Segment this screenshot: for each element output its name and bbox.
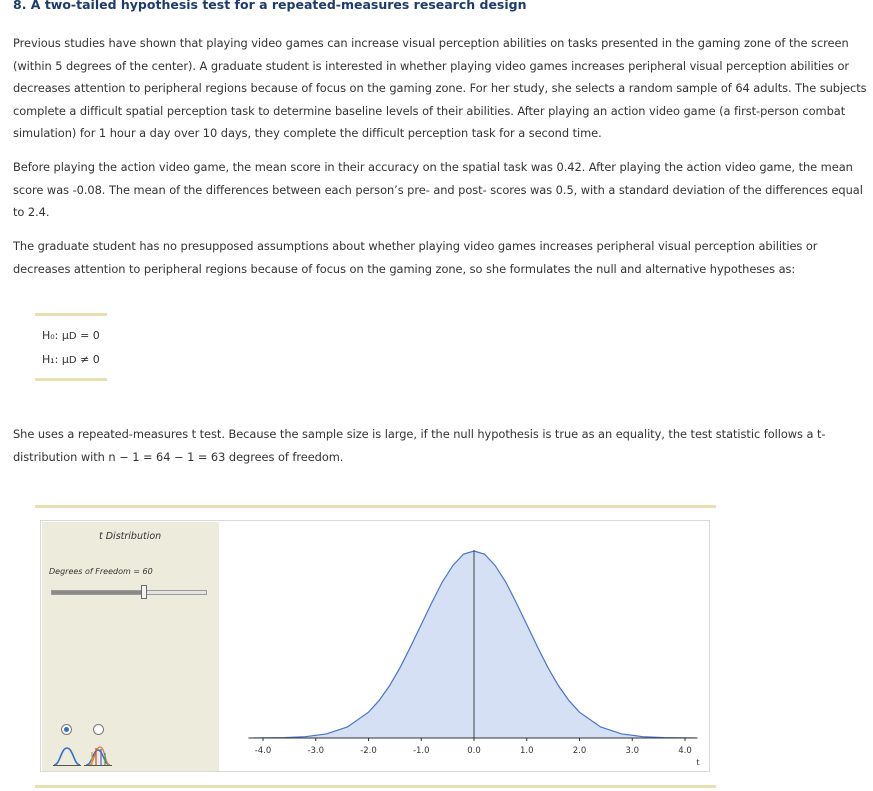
x-tick-label: -2.0 xyxy=(360,746,377,756)
slider-thumb[interactable] xyxy=(141,585,147,599)
alternative-hypothesis-subscript: D xyxy=(68,355,77,366)
paragraph-test-description: She uses a repeated-measures t test. Because the sample size is large, if the null hypothesis is true as an equality, the test statistic follows a t-distribution with n − 1 = 64 − 1 = 63 degrees of freedom. xyxy=(13,427,826,464)
question-title: 8. A two-tailed hypothesis test for a repeated-measures research design xyxy=(13,0,527,12)
x-tick-label: 2.0 xyxy=(572,746,587,756)
alternative-hypothesis-label: H₁: xyxy=(42,353,59,366)
t-distribution-chart xyxy=(220,522,708,771)
null-hypothesis-symbol: μ xyxy=(61,329,69,342)
tool-bottom-rule xyxy=(35,785,716,788)
alternative-hypothesis-relation: ≠ 0 xyxy=(80,353,100,366)
degrees-of-freedom-label: Degrees of Freedom = 60 xyxy=(49,567,153,576)
null-hypothesis-label: H₀: xyxy=(42,329,59,342)
null-hypothesis-subscript: D xyxy=(68,331,77,342)
x-axis-label: t xyxy=(696,758,700,767)
x-tick-label: 4.0 xyxy=(678,746,692,756)
x-tick-label: 1.0 xyxy=(519,746,534,756)
paragraph-score-summary: Before playing the action video game, the mean score in their accuracy on the spatial task was 0.42. After playing the action video game, the mean score was -0.08. The mean of the differences between each person’s pre- and post- scores was 0.5, with a standard deviation of the differences equal to 2.4. xyxy=(13,160,863,219)
degrees-of-freedom-slider[interactable] xyxy=(51,590,207,595)
null-hypothesis xyxy=(42,329,100,342)
multiple-distributions-icon[interactable] xyxy=(83,744,113,768)
panel-title: t Distribution xyxy=(99,531,162,542)
x-tick-label: 3.0 xyxy=(625,746,640,756)
alternative-hypothesis xyxy=(42,353,100,366)
multiple-distributions-radio[interactable] xyxy=(93,724,104,735)
single-distribution-radio[interactable] xyxy=(61,724,72,735)
x-tick-label: -1.0 xyxy=(412,746,430,756)
single-distribution-icon[interactable] xyxy=(52,744,82,768)
null-hypothesis-relation: = 0 xyxy=(80,329,100,342)
paragraph-study-description: Previous studies have shown that playing video games can increase visual perception abilities on tasks presented in the gaming zone of the screen (within 5 degrees of the center). A graduate student is interested in whether playing video games increases peripheral visual perception abilities or decreases attention to peripheral regions because of focus on the gaming zone. For her study, she selects a random sample of 64 adults. The subjects complete a difficult spatial perception task to determine baseline levels of their abilities. After playing an action video game (a first-person combat simulation) for 1 hour a day over 10 days, they complete the difficult perception task for a second time. xyxy=(13,36,867,140)
slider-fill xyxy=(52,591,145,594)
paragraph-hypothesis-intro: The graduate student has no presupposed assumptions about whether playing video games increases peripheral visual perception abilities or decreases attention to peripheral regions because of focus on the gaming zone, so she formulates the null and alternative hypotheses as: xyxy=(13,239,818,276)
x-tick-label: 0.0 xyxy=(467,746,481,756)
hypotheses-bottom-rule xyxy=(35,378,107,381)
tool-top-rule xyxy=(35,505,716,508)
alternative-hypothesis-symbol: μ xyxy=(61,353,69,366)
x-tick-label: -4.0 xyxy=(254,746,272,756)
control-panel xyxy=(42,522,219,771)
t-distribution-tool xyxy=(40,520,710,772)
x-tick-label: -3.0 xyxy=(307,746,325,756)
hypotheses-top-rule xyxy=(35,313,107,316)
